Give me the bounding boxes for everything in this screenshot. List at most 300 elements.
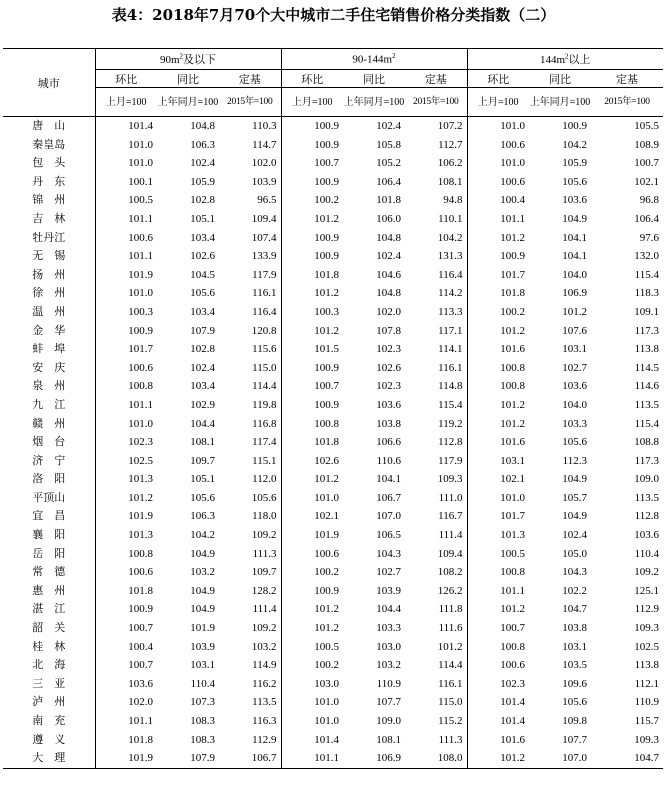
index-value: 108.2: [437, 566, 463, 579]
city-name: 韶 关: [3, 619, 95, 638]
index-value: 109.7: [190, 454, 215, 467]
index-value: 102.7: [376, 566, 401, 579]
index-value: 100.8: [281, 415, 343, 434]
table-row: [3, 396, 663, 415]
city-name: 九 江: [3, 396, 95, 415]
index-value: 115.4: [634, 268, 659, 281]
index-value: 94.8: [443, 194, 463, 207]
index-value: 101.0: [467, 154, 529, 173]
index-value: 106.0: [376, 212, 401, 225]
index-value: 115.0: [252, 361, 277, 374]
city-name: 北 海: [3, 656, 95, 675]
index-value: 103.1: [562, 343, 587, 356]
index-value: 106.2: [437, 157, 463, 170]
index-value: 101.5: [281, 340, 343, 359]
index-value: 101.1: [128, 398, 153, 411]
index-value: 100.1: [128, 175, 153, 188]
index-value: 116.1: [438, 361, 463, 374]
index-value: 101.2: [437, 640, 463, 653]
index-value: 101.0: [467, 117, 529, 136]
index-value: 115.7: [634, 715, 659, 727]
index-value: 101.0: [128, 138, 153, 151]
index-value: 104.0: [562, 268, 587, 281]
index-value: 111.6: [438, 622, 463, 635]
index-value: 106.4: [376, 175, 401, 188]
index-value: 101.8: [128, 733, 153, 746]
city-name: 济 宁: [3, 452, 95, 471]
index-value: 104.2: [562, 138, 587, 151]
index-value: 108.9: [634, 138, 659, 151]
index-value: 103.9: [190, 640, 215, 653]
index-value: 107.8: [376, 324, 401, 337]
table-row: [3, 117, 663, 136]
index-value: 100.2: [281, 656, 343, 675]
index-value: 101.7: [128, 343, 153, 356]
index-value: 102.8: [190, 194, 215, 207]
index-value: 108.1: [190, 436, 215, 449]
index-value: 116.1: [438, 677, 463, 690]
index-value: 133.9: [251, 250, 277, 263]
index-value: 100.2: [281, 563, 343, 582]
index-value: 101.1: [128, 715, 153, 727]
index-value: 115.2: [438, 715, 463, 727]
index-value: 107.2: [437, 120, 463, 132]
index-value: 113.8: [634, 659, 659, 672]
city-name: 安 庆: [3, 359, 95, 378]
index-value: 103.6: [634, 529, 659, 542]
city-name: 烟 台: [3, 433, 95, 452]
index-value: 113.5: [634, 398, 659, 411]
index-value: 102.1: [634, 175, 659, 188]
index-value: 112.3: [562, 454, 587, 467]
index-value: 106.5: [376, 529, 401, 542]
table-row: [3, 656, 663, 675]
index-value: 109.0: [634, 473, 659, 486]
table-row: [3, 340, 663, 359]
index-value: 109.4: [251, 212, 277, 225]
index-value: 113.5: [634, 491, 659, 504]
table-row: [3, 675, 663, 694]
index-value: 100.7: [128, 622, 153, 635]
index-value: 102.1: [467, 470, 529, 489]
index-value: 113.5: [252, 696, 277, 709]
index-value: 104.4: [190, 417, 215, 430]
index-value: 113.8: [634, 343, 659, 356]
index-value: 102.9: [190, 398, 215, 411]
index-value: 101.2: [467, 229, 529, 248]
index-value: 105.1: [190, 212, 215, 225]
index-value: 114.4: [438, 659, 463, 672]
index-value: 100.5: [467, 545, 529, 564]
index-value: 106.3: [190, 510, 215, 523]
index-value: 102.0: [376, 305, 401, 318]
index-value: 103.0: [376, 640, 401, 653]
index-value: 101.8: [281, 433, 343, 452]
city-name: 泸 州: [3, 693, 95, 712]
index-value: 106.9: [343, 749, 405, 768]
index-value: 104.7: [591, 749, 663, 768]
index-value: 106.9: [562, 287, 587, 300]
index-value: 117.1: [438, 324, 463, 337]
subcol-yoy: 同比: [157, 70, 219, 88]
subcol-yoy: 同比: [343, 70, 405, 88]
subcol-mom: 环比: [95, 70, 157, 88]
table-row: [3, 545, 663, 564]
index-value: 104.3: [562, 566, 587, 579]
group-header-medium: $90-144m^2$: [281, 49, 467, 70]
index-value: 101.2: [562, 305, 587, 318]
index-value: 103.8: [562, 622, 587, 635]
index-value: 103.6: [562, 380, 587, 393]
index-value: 111.3: [252, 547, 277, 560]
index-value: 101.1: [128, 250, 153, 263]
index-value: 104.9: [562, 212, 587, 225]
table-row: [3, 507, 663, 526]
index-value: 105.5: [634, 120, 659, 132]
city-name: 三 亚: [3, 675, 95, 694]
table-row: [3, 470, 663, 489]
index-value: 110.4: [634, 547, 659, 560]
table-row: [3, 452, 663, 471]
city-name: 温 州: [3, 303, 95, 322]
table-row: [3, 154, 663, 173]
table-row: [3, 526, 663, 545]
index-value: 101.2: [467, 415, 529, 434]
subcol-mom: 环比: [467, 70, 529, 88]
index-value: 104.9: [190, 547, 215, 560]
base-2015: 2015年=100: [219, 88, 281, 117]
index-value: 111.8: [438, 603, 463, 616]
table-row: [3, 433, 663, 452]
index-value: 103.4: [190, 380, 215, 393]
index-value: 114.9: [252, 659, 277, 672]
index-value: 119.2: [438, 417, 463, 430]
index-value: 100.7: [634, 157, 659, 170]
index-value: 107.7: [376, 696, 401, 709]
index-value: 105.0: [562, 547, 587, 560]
index-value: 100.6: [467, 136, 529, 155]
index-value: 102.4: [190, 157, 215, 170]
table-row: [3, 749, 663, 768]
index-value: 107.6: [562, 324, 587, 337]
index-value: 128.2: [251, 584, 277, 597]
index-value: 101.3: [467, 526, 529, 545]
index-value: 104.1: [376, 473, 401, 486]
index-value: 100.7: [281, 377, 343, 396]
index-value: 114.5: [634, 361, 659, 374]
index-value: 101.0: [281, 489, 343, 508]
index-value: 111.0: [438, 491, 463, 504]
city-name: 平顶山: [3, 489, 95, 508]
index-value: 100.9: [281, 359, 343, 378]
index-value: 101.0: [467, 489, 529, 508]
city-name: 金 华: [3, 322, 95, 341]
index-value: 101.1: [467, 582, 529, 601]
index-value: 100.7: [128, 659, 153, 672]
index-value: 116.4: [438, 268, 463, 281]
index-value: 105.9: [562, 157, 587, 170]
city-name: 徐 州: [3, 284, 95, 303]
table-row: [3, 377, 663, 396]
city-name: 宜 昌: [3, 507, 95, 526]
index-value: 101.4: [281, 731, 343, 750]
index-value: 107.0: [529, 749, 591, 768]
index-value: 103.2: [376, 659, 401, 672]
index-value: 103.1: [190, 659, 215, 672]
index-value: 105.8: [376, 138, 401, 151]
index-value: 103.1: [562, 640, 587, 653]
index-value: 103.4: [190, 231, 215, 244]
base-prev-month: 上月=100: [95, 88, 157, 117]
price-index-table: [3, 48, 663, 769]
city-name: 惠 州: [3, 582, 95, 601]
index-value: 106.7: [219, 749, 281, 768]
index-value: 105.6: [190, 287, 215, 300]
subcol-yoy: 同比: [529, 70, 591, 88]
city-name: 南 充: [3, 712, 95, 731]
index-value: 106.6: [376, 436, 401, 449]
index-value: 100.4: [128, 640, 153, 653]
index-value: 109.7: [251, 566, 277, 579]
index-value: 105.6: [562, 436, 587, 449]
index-value: 110.4: [190, 677, 215, 690]
index-value: 101.8: [376, 194, 401, 207]
index-value: 104.8: [376, 231, 401, 244]
index-value: 104.5: [190, 268, 215, 281]
index-value: 101.6: [467, 340, 529, 359]
city-name: 常 德: [3, 563, 95, 582]
index-value: 118.3: [634, 287, 659, 300]
index-value: 101.2: [281, 284, 343, 303]
index-value: 104.3: [376, 547, 401, 560]
subcol-mom: 环比: [281, 70, 343, 88]
index-value: 107.3: [190, 696, 215, 709]
index-value: 111.4: [438, 529, 463, 542]
city-name: 扬 州: [3, 266, 95, 285]
index-value: 116.1: [252, 287, 277, 300]
index-value: 118.0: [252, 510, 277, 523]
index-value: 114.2: [438, 287, 463, 300]
index-value: 110.9: [376, 677, 401, 690]
index-value: 109.3: [634, 622, 659, 635]
index-value: 102.3: [128, 436, 153, 449]
index-value: 104.0: [562, 398, 587, 411]
index-value: 101.2: [281, 619, 343, 638]
table-title: 表4：2018年7月70个大中城市二手住宅销售价格分类指数（二）: [111, 6, 556, 24]
index-value: 102.5: [128, 454, 153, 467]
index-value: 100.3: [128, 305, 153, 318]
index-value: 101.9: [128, 268, 153, 281]
index-value: 105.7: [562, 491, 587, 504]
index-value: 108.8: [634, 436, 659, 449]
index-value: 103.2: [190, 566, 215, 579]
index-value: 115.0: [438, 696, 463, 709]
index-value: 100.9: [281, 582, 343, 601]
index-value: 101.4: [467, 712, 529, 731]
index-value: 102.4: [376, 120, 401, 132]
index-value: 101.0: [281, 693, 343, 712]
index-value: 101.0: [128, 157, 153, 170]
index-value: 101.1: [467, 210, 529, 229]
subcol-fixed: 定基: [219, 70, 281, 88]
index-value: 103.9: [376, 584, 401, 597]
index-value: 100.9: [281, 173, 343, 192]
index-value: 111.4: [252, 603, 277, 616]
index-value: 112.7: [438, 138, 463, 151]
index-value: 107.4: [251, 231, 277, 244]
index-value: 105.6: [190, 491, 215, 504]
index-value: 132.0: [634, 250, 659, 263]
index-value: 100.8: [467, 377, 529, 396]
index-value: 102.3: [467, 675, 529, 694]
index-value: 103.4: [190, 305, 215, 318]
index-value: 109.3: [634, 733, 659, 746]
index-value: 102.3: [376, 380, 401, 393]
index-value: 101.2: [281, 600, 343, 619]
city-name: 桂 林: [3, 638, 95, 657]
index-value: 101.2: [281, 322, 343, 341]
index-value: 103.1: [467, 452, 529, 471]
index-value: 104.8: [376, 287, 401, 300]
city-name: 牡丹江: [3, 229, 95, 248]
index-value: 104.6: [376, 268, 401, 281]
index-value: 100.8: [467, 638, 529, 657]
index-value: 115.4: [634, 417, 659, 430]
index-value: 101.6: [467, 731, 529, 750]
index-value: 100.8: [128, 547, 153, 560]
index-value: 109.1: [634, 305, 659, 318]
index-value: 109.0: [376, 715, 401, 727]
index-value: 116.8: [252, 417, 277, 430]
city-name: 包 头: [3, 154, 95, 173]
index-value: 100.9: [562, 120, 587, 132]
index-value: 102.5: [634, 640, 659, 653]
index-value: 104.8: [190, 120, 215, 132]
index-value: 100.5: [128, 194, 153, 207]
index-value: 103.8: [376, 417, 401, 430]
index-value: 110.3: [252, 120, 277, 132]
index-value: 103.3: [562, 417, 587, 430]
city-name: 秦皇岛: [3, 136, 95, 155]
index-value: 103.2: [251, 640, 277, 653]
index-value: 101.2: [467, 600, 529, 619]
index-value: 106.4: [634, 212, 659, 225]
subcol-fixed: 定基: [591, 70, 663, 88]
index-value: 107.7: [562, 733, 587, 746]
index-value: 100.2: [281, 191, 343, 210]
table-row: [3, 693, 663, 712]
index-value: 101.4: [467, 693, 529, 712]
index-value: 100.9: [281, 396, 343, 415]
index-value: 101.1: [128, 212, 153, 225]
index-value: 101.8: [281, 266, 343, 285]
table-row: [3, 638, 663, 657]
index-value: 113.3: [438, 305, 463, 318]
index-value: 103.6: [562, 194, 587, 207]
index-value: 117.3: [634, 324, 659, 337]
index-value: 106.7: [376, 491, 401, 504]
index-value: 117.4: [252, 436, 277, 449]
index-value: 100.9: [281, 247, 343, 266]
index-value: 100.2: [467, 303, 529, 322]
table-row: [3, 266, 663, 285]
table-row: [3, 191, 663, 210]
index-value: 109.6: [562, 677, 587, 690]
base-prev-year: 上年同月=100: [157, 88, 219, 117]
index-value: 105.1: [190, 473, 215, 486]
index-value: 101.7: [467, 507, 529, 526]
index-value: 101.7: [467, 266, 529, 285]
index-value: 102.4: [562, 529, 587, 542]
index-value: 101.6: [467, 433, 529, 452]
city-name: 无 锡: [3, 247, 95, 266]
city-name: 洛 阳: [3, 470, 95, 489]
index-value: 101.2: [281, 210, 343, 229]
index-value: 105.6: [251, 491, 277, 504]
index-value: 103.3: [376, 622, 401, 635]
index-value: 100.6: [281, 545, 343, 564]
index-value: 101.9: [128, 510, 153, 523]
index-value: 97.6: [639, 231, 659, 244]
index-value: 112.9: [634, 603, 659, 616]
table-row: [3, 712, 663, 731]
index-value: 110.6: [376, 454, 401, 467]
index-value: 101.2: [128, 491, 153, 504]
index-value: 112.9: [252, 733, 277, 746]
index-value: 114.4: [252, 380, 277, 393]
index-value: 125.1: [634, 584, 659, 597]
city-name: 泉 州: [3, 377, 95, 396]
city-column-header: 城市: [3, 49, 95, 117]
index-value: 101.0: [128, 287, 153, 300]
index-value: 104.9: [190, 584, 215, 597]
index-value: 112.0: [252, 473, 277, 486]
index-value: 115.6: [252, 343, 277, 356]
index-value: 107.9: [157, 749, 219, 768]
index-value: 102.0: [251, 157, 277, 170]
index-value: 110.9: [634, 696, 659, 709]
index-value: 101.3: [128, 529, 153, 542]
index-value: 109.2: [251, 622, 277, 635]
index-value: 109.8: [562, 715, 587, 727]
city-name: 蚌 埠: [3, 340, 95, 359]
base-2015: 2015年=100: [591, 88, 663, 117]
index-value: 108.1: [376, 733, 401, 746]
index-value: 114.1: [438, 343, 463, 356]
index-value: 131.3: [437, 250, 463, 263]
index-value: 104.2: [190, 529, 215, 542]
index-value: 108.0: [405, 749, 467, 768]
index-value: 103.6: [376, 398, 401, 411]
base-prev-year: 上年同月=100: [343, 88, 405, 117]
city-name: 岳 阳: [3, 545, 95, 564]
index-value: 108.3: [190, 733, 215, 746]
index-value: 116.3: [252, 715, 277, 727]
index-value: 112.1: [634, 677, 659, 690]
index-value: 102.7: [562, 361, 587, 374]
table-row: [3, 563, 663, 582]
index-value: 100.3: [281, 303, 343, 322]
city-name: 遵 义: [3, 731, 95, 750]
base-prev-month: 上月=100: [467, 88, 529, 117]
table-row: [3, 284, 663, 303]
index-value: 96.8: [639, 194, 659, 207]
index-value: 100.6: [467, 173, 529, 192]
index-value: 102.0: [128, 696, 153, 709]
city-name: 唐 山: [3, 117, 95, 136]
index-value: 101.8: [128, 584, 153, 597]
index-value: 100.7: [281, 154, 343, 173]
